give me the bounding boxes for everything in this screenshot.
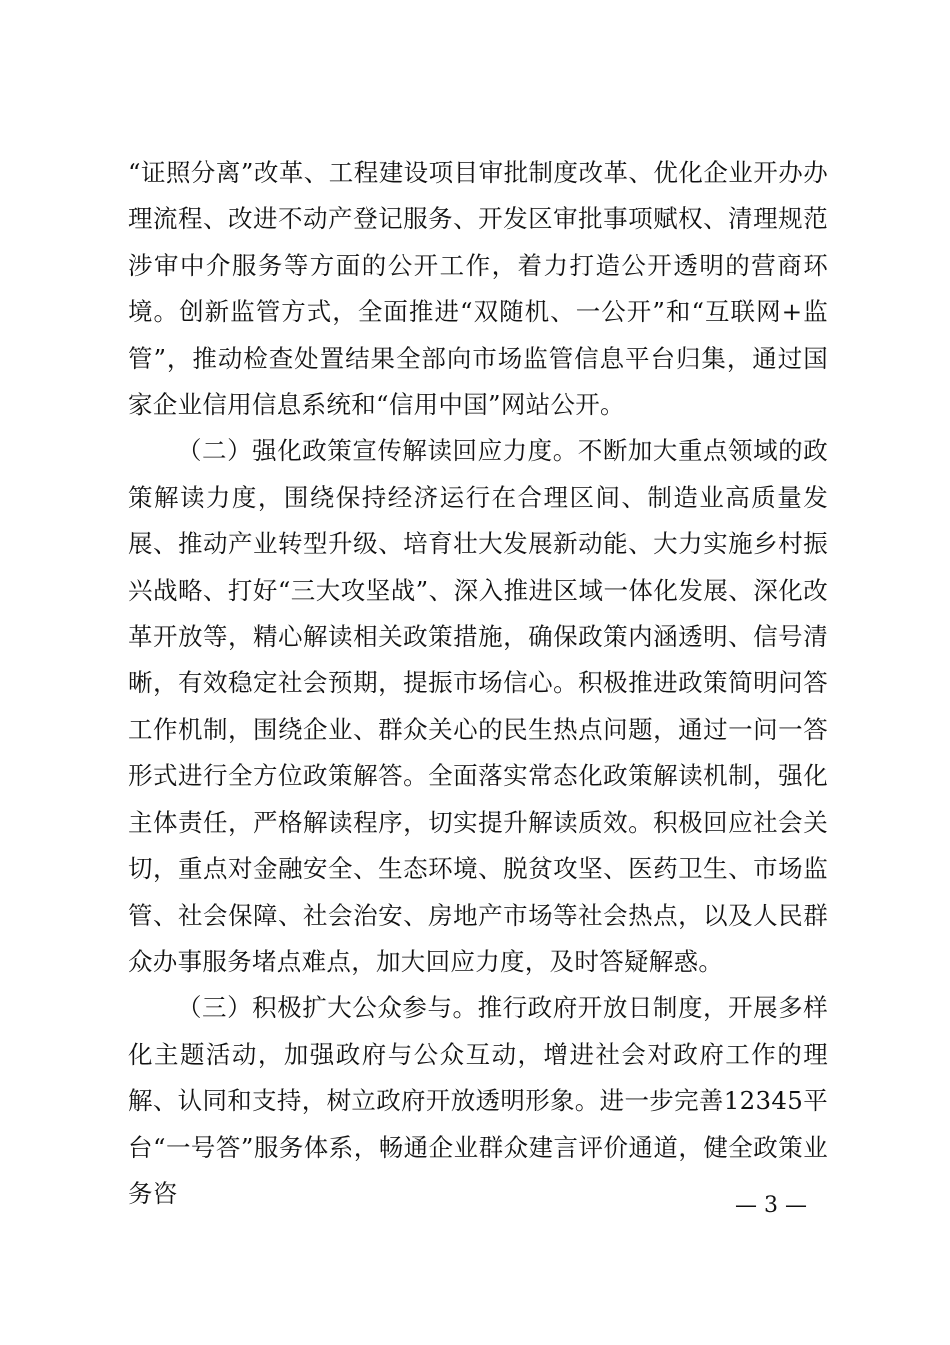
paragraph-public-participation: [128, 985, 828, 1217]
paragraph-text: “证照分离”改革、工程建设项目审批制度改革、优化企业开办办理流程、改进不动产登记服务、开发区审批事项赋权、清理规范涉审中介服务等方面的公开工作，着力打造公开透明的营商环境。创新监管方式，全面推进“双随机、一公开”和“互联网+监管”，推动检查处置结果全部向市场监管信息平台归集，通过国家企业信用信息系统和“信用中国”网站公开。: [128, 158, 829, 420]
paragraph-text: 不断加大重点领域的政策解读力度，围绕保持经济运行在合理区间、制造业高质量发展、推动产业转型升级、培育壮大发展新动能、大力实施乡村振兴战略、打好“三大攻坚战”、深入推进区域一体化发展、深化改革开放等，精心解读相关政策措施，确保政策内涵透明、信号清晰，有效稳定社会预期，提振市场信心。积极推进政策简明问答工作机制，围绕企业、群众关心的民生热点问题，通过一问一答形式进行全方位政策解答。全面落实常态化政策解读机制，强化主体责任，严格解读程序，切实提升解读质效。积极回应社会关切，重点对金融安全、生态环境、脱贫攻坚、医药卫生、市场监管、社会保障、社会治安、房地产市场等社会热点，以及人民群众办事服务堵点难点，加大回应力度，及时答疑解惑。: [128, 436, 828, 976]
body-text: [128, 150, 828, 1217]
section-heading-3: （三）积极扩大公众参与。: [177, 993, 478, 1023]
paragraph-policy-interpretation: [128, 428, 828, 985]
paragraph-text: 推行政府开放日制度，开展多样化主题活动，加强政府与公众互动，增进社会对政府工作的理解、认同和支持，树立政府开放透明形象。进一步完善12345平台“一号答”服务体系，畅通企业群众建言评价通道，健全政策业务咨: [128, 993, 828, 1208]
paragraph-continuation: [128, 150, 828, 428]
page-number: — 3 —: [735, 1193, 807, 1218]
section-heading-2: （二）强化政策宣传解读回应力度。: [177, 436, 578, 466]
